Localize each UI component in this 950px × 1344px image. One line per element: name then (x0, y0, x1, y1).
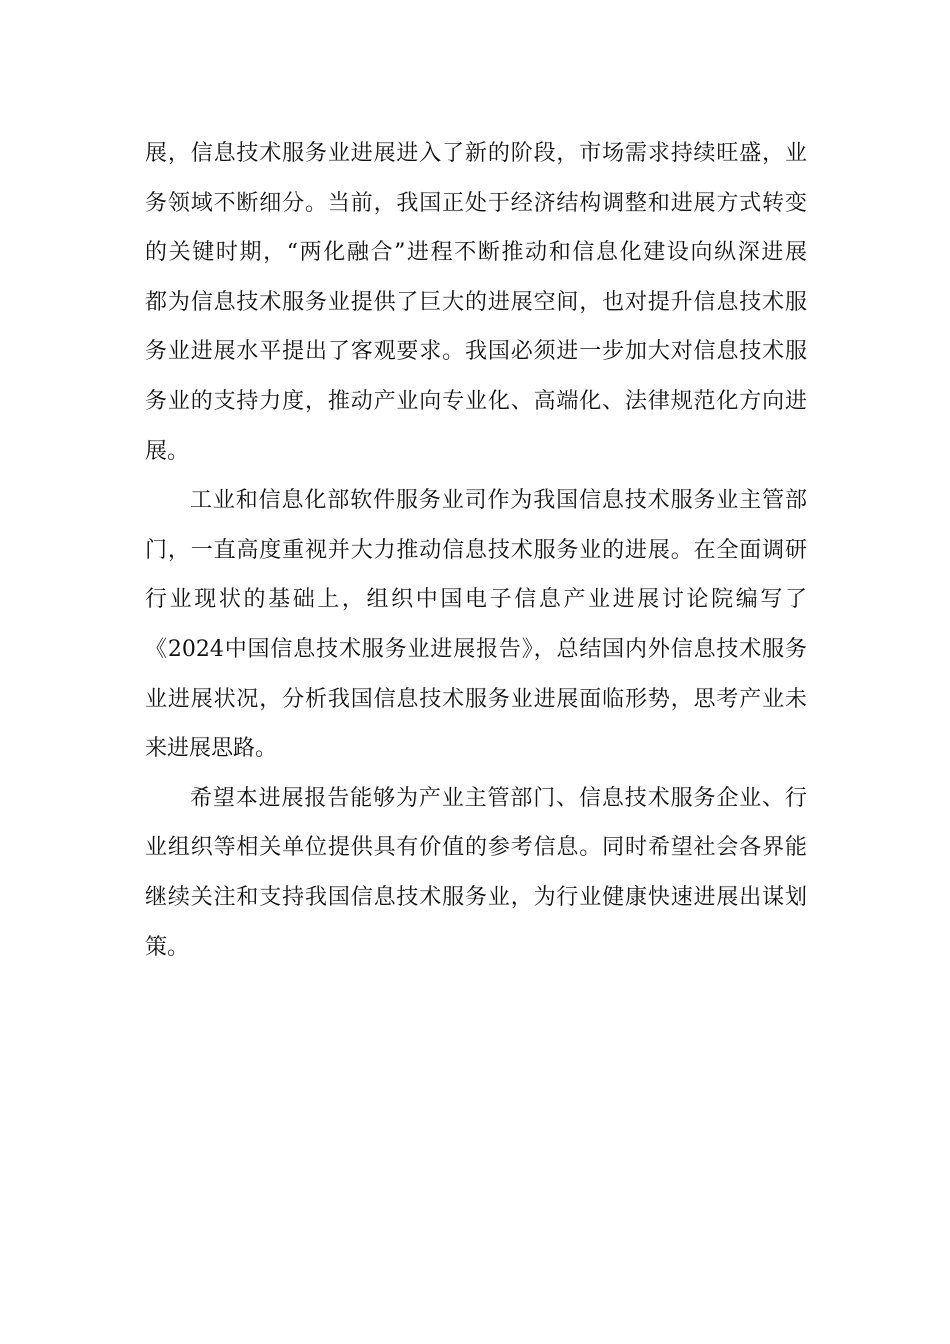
paragraph-line: 来进展思路。 (145, 736, 278, 762)
paragraph-3 (145, 774, 807, 972)
paragraph-line: 都为信息技术服务业提供了巨大的进展空间，也对提升信息技术服 (145, 289, 807, 315)
paragraph-line: 工业和信息化部软件服务业司作为我国信息技术服务业主管部 (190, 488, 807, 514)
paragraph-line: 务业的支持力度，推动产业向专业化、高端化、法律规范化方向进 (145, 388, 807, 414)
paragraph-line: 展。 (145, 438, 190, 464)
paragraph-line: 继续关注和支持我国信息技术服务业，为行业健康快速进展出谋划 (145, 884, 807, 910)
paragraph-line: 务业进展水平提出了客观要求。我国必须进一步加大对信息技术服 (145, 339, 807, 365)
paragraph-line: 业进展状况，分析我国信息技术服务业进展面临形势，思考产业未 (145, 686, 807, 712)
document-body (145, 129, 807, 972)
paragraph-2 (145, 476, 807, 774)
paragraph-line: 《2024中国信息技术服务业进展报告》，总结国内外信息技术服务 (145, 636, 807, 662)
paragraph-line: 展，信息技术服务业进展进入了新的阶段，市场需求持续旺盛，业 (145, 141, 807, 166)
paragraph-line: 行业现状的基础上，组织中国电子信息产业进展讨论院编写了 (145, 587, 807, 613)
paragraph-line: 务领域不断细分。当前，我国正处于经济结构调整和进展方式转变 (145, 190, 807, 216)
paragraph-line: 的关键时期，“两化融合”进程不断推动和信息化建设向纵深进展 (145, 240, 807, 266)
paragraph-1 (145, 129, 807, 476)
paragraph-line: 策。 (145, 934, 190, 960)
paragraph-line: 希望本进展报告能够为产业主管部门、信息技术服务企业、行 (190, 785, 807, 811)
paragraph-line: 业组织等相关单位提供具有价值的参考信息。同时希望社会各界能 (145, 835, 807, 861)
paragraph-line: 门，一直高度重视并大力推动信息技术服务业的进展。在全面调研 (145, 537, 807, 563)
